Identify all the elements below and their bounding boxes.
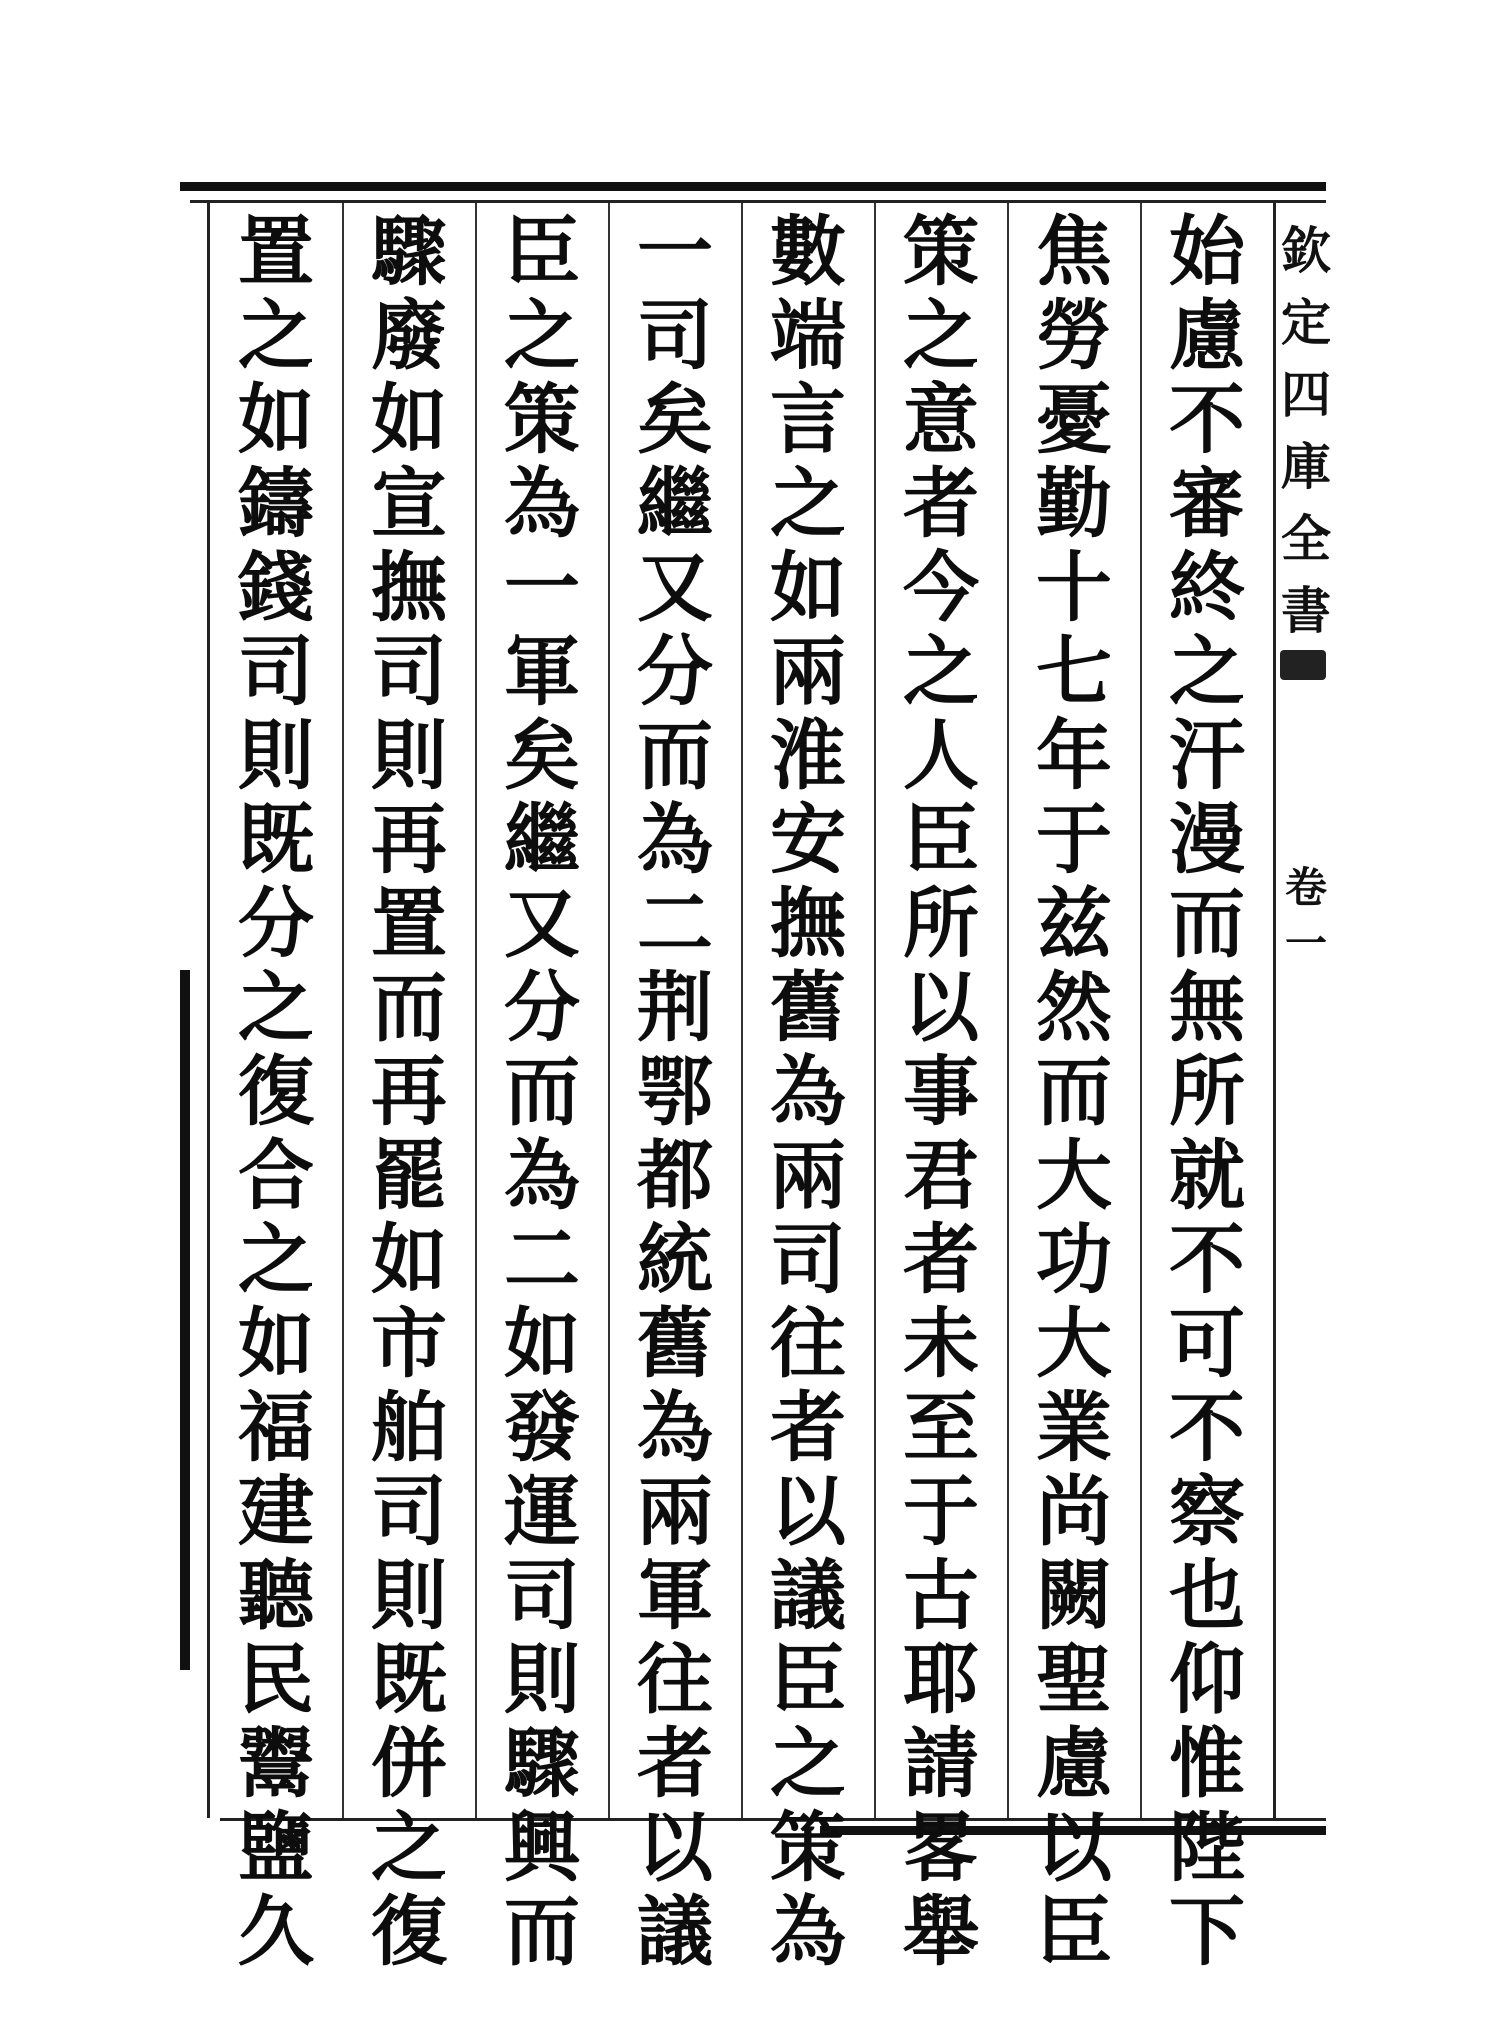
- text-char: 之: [770, 1719, 846, 1808]
- text-char: 之: [1169, 627, 1245, 716]
- text-char: 運: [504, 1467, 580, 1556]
- text-char: 聖: [1036, 1635, 1112, 1724]
- text-char: 都: [637, 1131, 713, 1220]
- text-char: 荆: [637, 963, 713, 1052]
- text-char: 則: [238, 711, 314, 800]
- text-char: 既: [238, 795, 314, 884]
- text-char: 為: [504, 459, 580, 548]
- text-char: 往: [770, 1299, 846, 1388]
- text-char: 憂: [1036, 375, 1112, 464]
- text-char: 二: [637, 879, 713, 968]
- text-char: 則: [371, 711, 447, 800]
- fore-edge-border: [1273, 203, 1276, 1818]
- text-char: 復: [238, 1047, 314, 1136]
- text-char: 尚: [1036, 1467, 1112, 1556]
- text-char: 司: [371, 627, 447, 716]
- text-char: 發: [504, 1383, 580, 1472]
- text-column-3: [876, 207, 1006, 1976]
- text-char: 司: [238, 627, 314, 716]
- text-char: 而: [1169, 879, 1245, 968]
- text-char: 則: [504, 1635, 580, 1724]
- text-char: 為: [770, 1047, 846, 1136]
- text-char: 耶: [903, 1635, 979, 1724]
- text-char: 策: [770, 1803, 846, 1892]
- text-char: 興: [504, 1803, 580, 1892]
- text-char: 又: [504, 879, 580, 968]
- text-char: 司: [637, 291, 713, 380]
- text-char: 焦: [1036, 207, 1112, 296]
- text-char: 併: [371, 1719, 447, 1808]
- text-char: 古: [903, 1551, 979, 1640]
- text-char: 合: [238, 1131, 314, 1220]
- text-column-8: [211, 207, 341, 1976]
- text-char: 年: [1036, 711, 1112, 800]
- text-char: 之: [903, 627, 979, 716]
- text-char: 鑄: [238, 459, 314, 548]
- text-char: 而: [637, 711, 713, 800]
- book-title-char: 庫: [1281, 437, 1331, 496]
- text-char: 臣: [1036, 1887, 1112, 1976]
- text-column-5: [610, 207, 740, 1976]
- text-char: 不: [1169, 375, 1245, 464]
- text-char: 以: [903, 963, 979, 1052]
- book-title-char: 四: [1281, 365, 1331, 424]
- fish-tail-mark: [1280, 650, 1326, 680]
- text-char: 議: [770, 1551, 846, 1640]
- text-char: 惟: [1169, 1719, 1245, 1808]
- text-char: 仰: [1169, 1635, 1245, 1724]
- text-char: 意: [903, 375, 979, 464]
- text-char: 舊: [637, 1299, 713, 1388]
- text-char: 如: [770, 543, 846, 632]
- text-char: 所: [903, 879, 979, 968]
- text-column-6: [477, 207, 607, 1976]
- text-char: 陛: [1169, 1803, 1245, 1892]
- text-char: 為: [637, 795, 713, 884]
- text-char: 驟: [504, 1719, 580, 1808]
- text-char: 軍: [504, 627, 580, 716]
- text-char: 既: [371, 1635, 447, 1724]
- text-char: 再: [371, 795, 447, 884]
- text-char: 議: [637, 1887, 713, 1976]
- text-column-1: [1142, 207, 1272, 1976]
- text-char: 則: [371, 1551, 447, 1640]
- text-char: 畧: [903, 1803, 979, 1892]
- text-char: 矣: [637, 375, 713, 464]
- text-char: 往: [637, 1635, 713, 1724]
- text-char: 之: [903, 291, 979, 380]
- text-char: 而: [371, 963, 447, 1052]
- text-char: 而: [504, 1047, 580, 1136]
- text-char: 端: [770, 291, 846, 380]
- text-char: 終: [1169, 543, 1245, 632]
- text-char: 鬻: [238, 1719, 314, 1808]
- text-char: 二: [504, 1215, 580, 1304]
- text-char: 者: [637, 1719, 713, 1808]
- text-char: 至: [903, 1383, 979, 1472]
- left-border-thick: [180, 970, 190, 1670]
- text-char: 再: [371, 1047, 447, 1136]
- top-border-thick: [180, 182, 1326, 191]
- text-char: 七: [1036, 627, 1112, 716]
- juan-label-char: 卷: [1284, 863, 1327, 912]
- text-char: 數: [770, 207, 846, 296]
- text-char: 可: [1169, 1299, 1245, 1388]
- text-char: 軍: [637, 1551, 713, 1640]
- left-border-thin: [207, 203, 210, 1818]
- text-char: 驟: [371, 207, 447, 296]
- top-border-thin: [190, 200, 1326, 203]
- text-char: 錢: [238, 543, 314, 632]
- text-char: 臣: [770, 1635, 846, 1724]
- text-char: 功: [1036, 1215, 1112, 1304]
- text-char: 為: [637, 1383, 713, 1472]
- text-char: 舉: [903, 1887, 979, 1976]
- text-char: 如: [238, 1299, 314, 1388]
- text-char: 建: [238, 1467, 314, 1556]
- text-char: 事: [903, 1047, 979, 1136]
- text-char: 不: [1169, 1383, 1245, 1472]
- text-char: 復: [371, 1887, 447, 1976]
- text-char: 慮: [1036, 1719, 1112, 1808]
- text-char: 之: [238, 291, 314, 380]
- text-char: 分: [238, 879, 314, 968]
- text-char: 君: [903, 1131, 979, 1220]
- text-char: 福: [238, 1383, 314, 1472]
- text-char: 者: [903, 1215, 979, 1304]
- text-char: 也: [1169, 1551, 1245, 1640]
- text-char: 勤: [1036, 459, 1112, 548]
- text-char: 分: [637, 627, 713, 716]
- text-char: 矣: [504, 711, 580, 800]
- text-char: 之: [371, 1803, 447, 1892]
- text-char: 人: [903, 711, 979, 800]
- text-char: 宣: [371, 459, 447, 548]
- text-char: 繼: [637, 459, 713, 548]
- text-char: 安: [770, 795, 846, 884]
- text-char: 廢: [371, 291, 447, 380]
- text-char: 者: [770, 1383, 846, 1472]
- text-char: 未: [903, 1299, 979, 1388]
- text-char: 撫: [770, 879, 846, 968]
- text-char: 如: [238, 375, 314, 464]
- text-char: 而: [504, 1887, 580, 1976]
- text-char: 言: [770, 375, 846, 464]
- text-char: 統: [637, 1215, 713, 1304]
- text-char: 以: [770, 1467, 846, 1556]
- text-char: 鄂: [637, 1047, 713, 1136]
- book-title-char: 書: [1281, 581, 1331, 640]
- text-char: 兩: [637, 1467, 713, 1556]
- text-char: 無: [1169, 963, 1245, 1052]
- text-char: 如: [371, 1215, 447, 1304]
- text-char: 勞: [1036, 291, 1112, 380]
- book-title-char: 全: [1281, 509, 1331, 568]
- text-char: 以: [1036, 1803, 1112, 1892]
- text-char: 一: [504, 543, 580, 632]
- text-char: 司: [504, 1551, 580, 1640]
- text-char: 如: [371, 375, 447, 464]
- text-char: 臣: [903, 795, 979, 884]
- text-char: 十: [1036, 543, 1112, 632]
- text-char: 所: [1169, 1047, 1245, 1136]
- juan-label-margin: [1278, 860, 1334, 972]
- text-column-4: [743, 207, 873, 1976]
- text-char: 民: [238, 1635, 314, 1724]
- text-char: 然: [1036, 963, 1112, 1052]
- text-char: 以: [637, 1803, 713, 1892]
- text-char: 業: [1036, 1383, 1112, 1472]
- text-char: 置: [371, 879, 447, 968]
- text-char: 臣: [504, 207, 580, 296]
- text-char: 罷: [371, 1131, 447, 1220]
- text-char: 司: [770, 1215, 846, 1304]
- text-char: 下: [1169, 1887, 1245, 1976]
- book-title-char: 定: [1281, 293, 1331, 352]
- text-char: 察: [1169, 1467, 1245, 1556]
- text-column-7: [344, 207, 474, 1976]
- text-char: 汗: [1169, 711, 1245, 800]
- text-char: 又: [637, 543, 713, 632]
- text-char: 司: [371, 1467, 447, 1556]
- text-char: 久: [238, 1887, 314, 1976]
- text-char: 淮: [770, 711, 846, 800]
- text-char: 為: [504, 1131, 580, 1220]
- text-char: 之: [504, 291, 580, 380]
- text-char: 始: [1169, 207, 1245, 296]
- text-char: 于: [903, 1467, 979, 1556]
- text-char: 請: [903, 1719, 979, 1808]
- text-char: 慮: [1169, 291, 1245, 380]
- text-char: 今: [903, 543, 979, 632]
- text-char: 聽: [238, 1551, 314, 1640]
- text-char: 大: [1036, 1299, 1112, 1388]
- text-char: 兩: [770, 1131, 846, 1220]
- text-char: 者: [903, 459, 979, 548]
- text-char: 兹: [1036, 879, 1112, 968]
- text-char: 如: [504, 1299, 580, 1388]
- text-char: 于: [1036, 795, 1112, 884]
- text-char: 策: [903, 207, 979, 296]
- text-char: 策: [504, 375, 580, 464]
- text-char: 審: [1169, 459, 1245, 548]
- text-char: 撫: [371, 543, 447, 632]
- text-char: 之: [238, 1215, 314, 1304]
- text-char: 之: [770, 459, 846, 548]
- text-char: 不: [1169, 1215, 1245, 1304]
- text-char: 舶: [371, 1383, 447, 1472]
- text-column-2: [1009, 207, 1139, 1976]
- text-char: 為: [770, 1887, 846, 1976]
- text-char: 一: [637, 207, 713, 296]
- text-char: 之: [238, 963, 314, 1052]
- text-char: 舊: [770, 963, 846, 1052]
- text-char: 鹽: [238, 1803, 314, 1892]
- text-char: 大: [1036, 1131, 1112, 1220]
- book-title-margin: [1278, 215, 1334, 647]
- text-char: 漫: [1169, 795, 1245, 884]
- text-char: 分: [504, 963, 580, 1052]
- text-char: 繼: [504, 795, 580, 884]
- book-title-char: 欽: [1281, 221, 1331, 280]
- text-char: 市: [371, 1299, 447, 1388]
- text-char: 闕: [1036, 1551, 1112, 1640]
- text-char: 兩: [770, 627, 846, 716]
- juan-label-char: 一: [1284, 919, 1327, 968]
- text-char: 置: [238, 207, 314, 296]
- text-char: 就: [1169, 1131, 1245, 1220]
- text-char: 而: [1036, 1047, 1112, 1136]
